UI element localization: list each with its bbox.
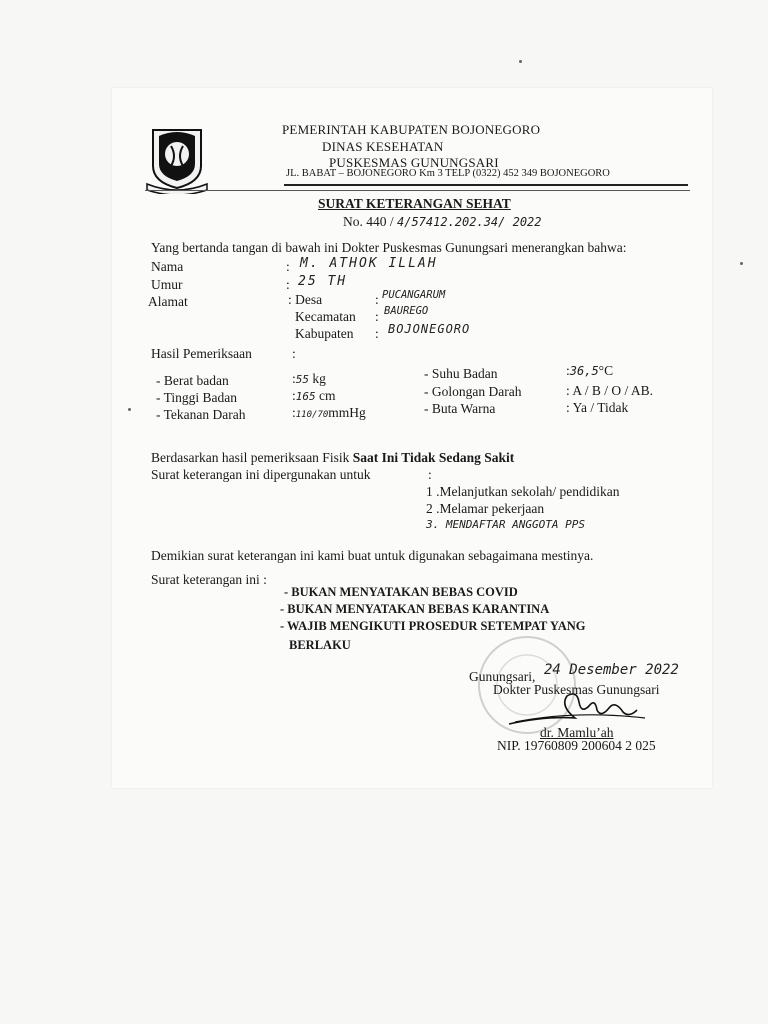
nama-colon: :: [286, 259, 290, 274]
signature-role: Dokter Puskesmas Gunungsari: [493, 682, 660, 697]
paper-speck: [128, 408, 131, 411]
exam-label: Hasil Pemeriksaan: [151, 346, 252, 361]
closing-line-1: Demikian surat keterangan ini kami buat untuk digunakan sebagaimana mestinya.: [151, 548, 594, 563]
golongan-value: : A / B / O / AB.: [566, 383, 654, 398]
note-3: - WAJIB MENGIKUTI PROSEDUR SETEMPAT YANG: [280, 619, 586, 633]
number-printed: No. 440 /: [343, 214, 394, 229]
conclusion-status: Saat Ini Tidak Sedang Sakit: [352, 450, 515, 465]
suhu-value: 36,5: [569, 364, 599, 378]
suhu-reading: :36,5°C: [566, 363, 614, 378]
header-puskesmas: PUSKESMAS GUNUNGSARI: [329, 155, 499, 170]
desa-label: : Desa: [288, 292, 323, 307]
berat-unit: kg: [312, 371, 326, 386]
kecamatan-value: BAUREGO: [384, 305, 429, 317]
umur-label: Umur: [151, 277, 183, 292]
note-1: - BUKAN MENYATAKAN BEBAS COVID: [284, 585, 518, 599]
intro-text: Yang bertanda tangan di bawah ini Dokter Puskesmas Gunungsari menerangkan bahwa:: [151, 240, 627, 255]
paper-speck: [740, 262, 743, 265]
closing-line-2: Surat keterangan ini :: [151, 572, 267, 587]
tinggi-unit: cm: [319, 388, 336, 403]
header-rule-thin: [145, 190, 690, 191]
purpose-item-3: 3. MENDAFTAR ANGGOTA PPS: [426, 518, 585, 531]
document-number: [343, 214, 542, 230]
berat-label: - Berat badan: [156, 373, 229, 388]
kabupaten-value: BOJONEGORO: [388, 322, 471, 336]
kabupaten-colon: :: [375, 326, 379, 341]
tekanan-reading: :110/70mmHg: [292, 405, 366, 420]
signature-place: Gunungsari,: [469, 669, 536, 684]
berat-value: 55: [295, 373, 310, 386]
desa-colon: :: [375, 292, 379, 307]
umur-value: 25 TH: [298, 274, 348, 289]
signature-date: 24 Desember 2022: [544, 662, 679, 678]
note-2: - BUKAN MENYATAKAN BEBAS KARANTINA: [280, 602, 550, 616]
header-rule-thick: [284, 184, 688, 186]
tekanan-value: 110/70: [295, 410, 329, 420]
buta-value: : Ya / Tidak: [566, 400, 629, 415]
paper-speck: [519, 60, 522, 63]
tinggi-label: - Tinggi Badan: [156, 390, 238, 405]
umur-colon: :: [286, 277, 290, 292]
regency-emblem-logo: [145, 126, 209, 194]
kecamatan-label: Kecamatan: [295, 309, 356, 324]
tekanan-label: - Tekanan Darah: [156, 407, 246, 422]
kecamatan-colon: :: [375, 309, 379, 324]
tinggi-value: 165: [295, 390, 316, 403]
golongan-label: - Golongan Darah: [424, 384, 522, 399]
header-address: JL. BABAT – BOJONEGORO Km 3 TELP (0322) 452 349 BOJONEGORO: [286, 168, 610, 179]
purpose-item-1: 1 .Melanjutkan sekolah/ pendidikan: [426, 484, 620, 499]
purpose-colon: :: [428, 467, 432, 482]
purpose-item-2: 2 .Melamar pekerjaan: [426, 501, 545, 516]
purpose-label: Surat keterangan ini dipergunakan untuk: [151, 467, 371, 482]
tinggi-reading: :165 cm: [292, 388, 336, 403]
header-government: PEMERINTAH KABUPATEN BOJONEGORO: [282, 122, 541, 137]
nama-label: Nama: [151, 259, 184, 274]
alamat-label: Alamat: [148, 294, 188, 309]
suhu-unit: °C: [598, 363, 614, 378]
note-4: BERLAKU: [289, 638, 351, 652]
berat-reading: :55 kg: [292, 371, 326, 386]
document-title: SURAT KETERANGAN SEHAT: [318, 196, 511, 211]
tekanan-unit: mmHg: [328, 405, 366, 420]
signatory-name: dr. Mamlu’ah: [540, 725, 614, 740]
suhu-label: - Suhu Badan: [424, 366, 498, 381]
buta-label: - Buta Warna: [424, 401, 496, 416]
desa-value: PUCANGARUM: [382, 289, 446, 301]
nama-value: M. ATHOK ILLAH: [300, 256, 438, 271]
signatory-nip: NIP. 19760809 200604 2 025: [497, 738, 656, 753]
number-handwritten: 4/57412.202.34/ 2022: [397, 215, 542, 229]
conclusion-prefix: Berdasarkan hasil pemeriksaan Fisik: [151, 450, 353, 465]
header-department: DINAS KESEHATAN: [322, 139, 444, 154]
kabupaten-label: Kabupaten: [295, 326, 354, 341]
exam-colon: :: [292, 346, 296, 361]
conclusion-text: [151, 450, 514, 466]
